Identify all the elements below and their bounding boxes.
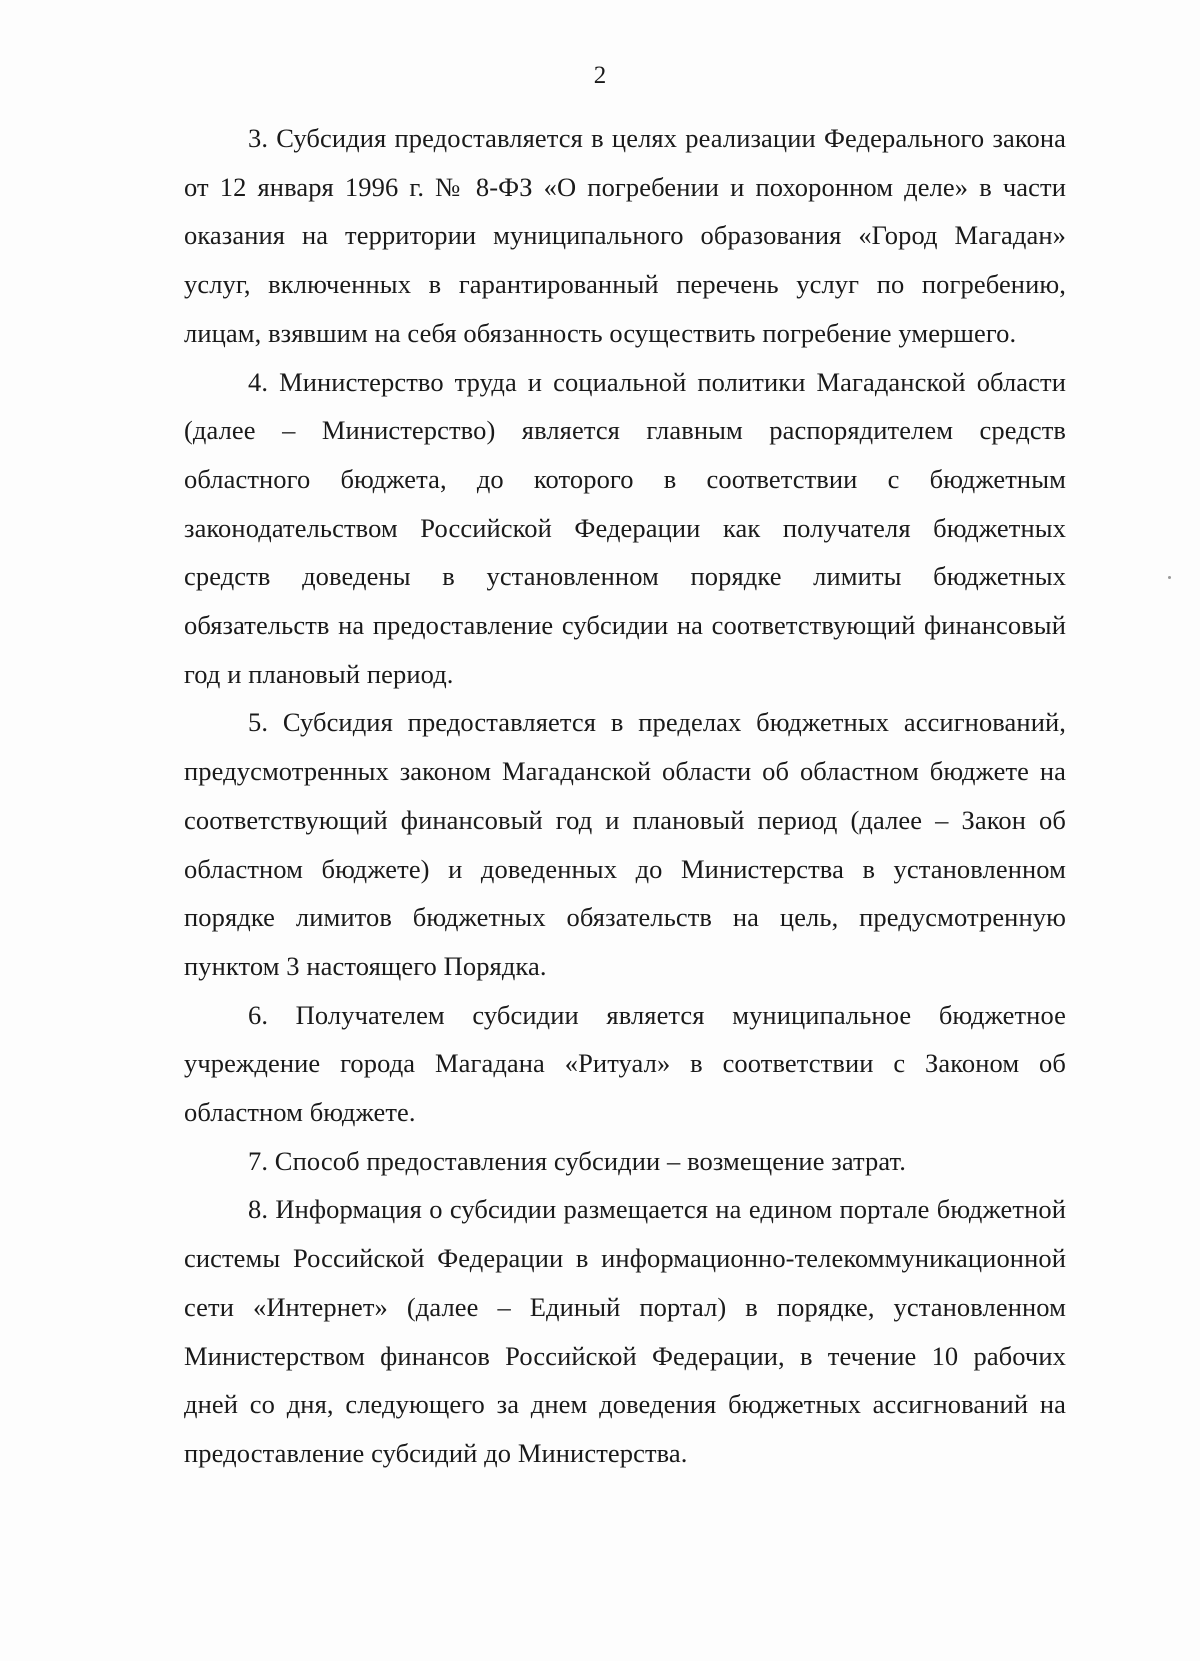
paragraph-6: 6. Получателем субсидии является муниципальное бюджетное учреждение города Магадана «Ритуал» в соответствии с Законом об областном бюджете.: [184, 999, 1066, 1128]
page-number: 2: [593, 62, 607, 89]
paragraph-4: 4. Министерство труда и социальной политики Магаданской области (далее – Министерство) является главным распорядителем средств областного бюджета, до которого в соответствии с бюджетным законодательством Российской Федерации как получателя бюджетных средств доведены в установленном порядке лимиты бюджетных обязательств на предоставление субсидии на соответствующий финансовый год и плановый период.: [184, 366, 1066, 689]
scan-speck: [1168, 576, 1171, 579]
document-body: [184, 114, 1066, 1478]
paragraph-8: 8. Информация о субсидии размещается на едином портале бюджетной системы Российской Федерации в информационно-телекоммуникационной сети «Интернет» (далее – Единый портал) в порядке, установленном Министерством финансов Российской Федерации, в течение 10 рабочих дней со дня, следующего за днем доведения бюджетных ассигнований на предоставление субсидий до Министерства.: [184, 1194, 1066, 1468]
paragraph-7: 7. Способ предоставления субсидии – возмещение затрат.: [248, 1145, 906, 1176]
paragraph-5: 5. Субсидия предоставляется в пределах бюджетных ассигнований, предусмотренных законом Магаданской области об областном бюджете на соответствующий финансовый год и плановый период (далее – Закон об областном бюджете) и доведенных до Министерства в установленном порядке лимитов бюджетных обязательств на цель, предусмотренную пунктом 3 настоящего Порядка.: [184, 707, 1066, 981]
paragraph-3: 3. Субсидия предоставляется в целях реализации Федерального закона от 12 января 1996 г. № 8-ФЗ «О погребении и похоронном деле» в части оказания на территории муниципального образования «Город Магадан» услуг, включенных в гарантированный перечень услуг по погребению, лицам, взявшим на себя обязанность осуществить погребение умершего.: [184, 123, 1066, 348]
